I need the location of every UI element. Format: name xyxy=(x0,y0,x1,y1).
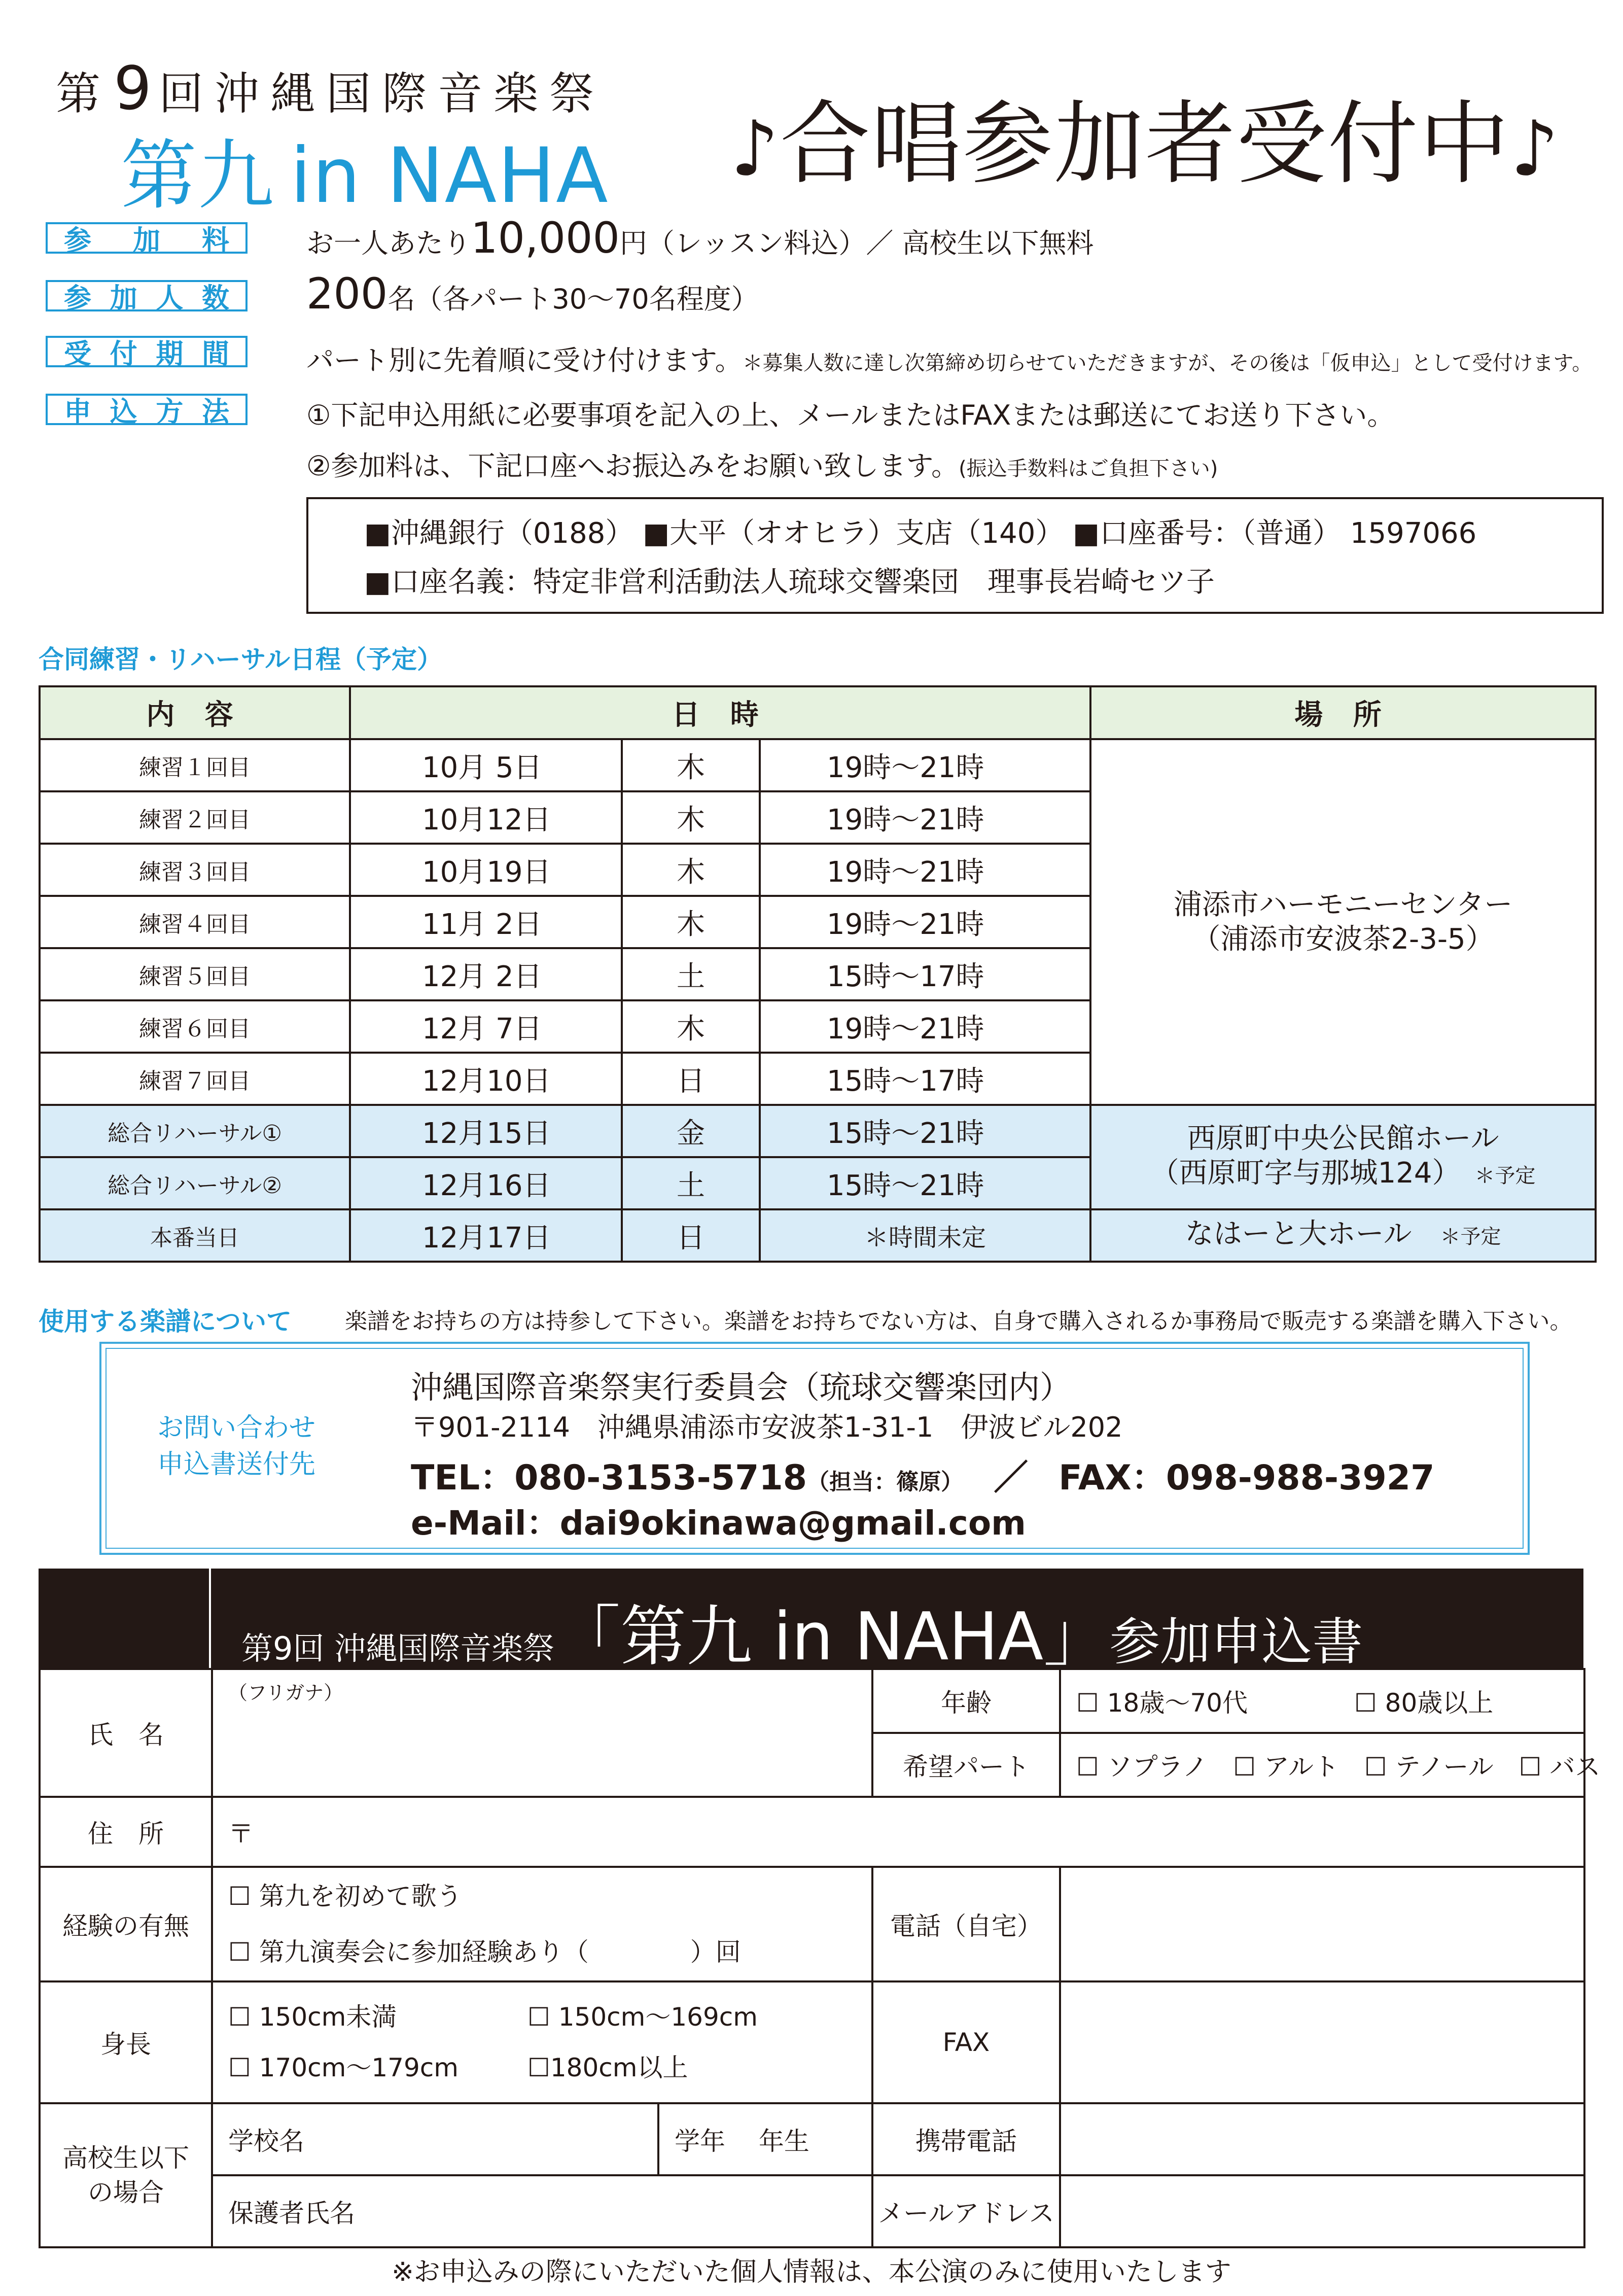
table-row: 練習３回目 10月19日 木 19時〜21時 xyxy=(40,844,1596,896)
table-row: 総合リハーサル② 12月16日 土 15時〜21時 xyxy=(40,1157,1596,1209)
event-name xyxy=(121,114,609,224)
recruitment-heading xyxy=(730,71,1560,201)
title-rest: 回沖縄国際音楽祭 xyxy=(159,67,606,120)
grade-field[interactable]: 学年 年生 xyxy=(658,2103,872,2175)
school-field[interactable]: 学校名 xyxy=(212,2103,658,2175)
recruitment-text: 合唱参加者受付中 xyxy=(780,91,1510,196)
table-row: 練習２回目 10月12日 木 19時〜21時 xyxy=(40,791,1596,844)
method-step-2: ②参加料は、下記口座へお振込みをお願い致します。(振込手数料はご負担下さい) xyxy=(306,450,1218,482)
age-option-18-70[interactable]: ☐ 18歳〜70代 xyxy=(1076,1688,1248,1718)
table-row: 本番当日 12月17日 日 ＊時間未定 なはーと大ホール ＊予定 xyxy=(40,1209,1596,1262)
bank-account-box xyxy=(306,497,1604,614)
period-text: パート別に先着順に受け付けます。＊募集人数に達し次第締め切らせていただきますが、その後は「仮申込」として受付けます。 xyxy=(306,344,1593,376)
name-field[interactable]: （フリガナ） xyxy=(212,1669,872,1797)
home-phone-label: 電話（自宅） xyxy=(872,1867,1060,1981)
contact-address: 〒901-2114 沖縄県浦添市安波茶1-31-1 伊波ビル202 xyxy=(411,1411,1123,1443)
guardian-field[interactable]: 保護者氏名 xyxy=(212,2175,872,2247)
title-dai: 第 xyxy=(56,67,112,120)
address-label: 住 所 xyxy=(40,1797,212,1867)
email-link[interactable]: dai9okinawa@gmail.com xyxy=(559,1504,1026,1543)
fee-label: 参 加 料 xyxy=(46,222,248,254)
height-option-4[interactable]: ☐180cm以上 xyxy=(527,2053,688,2082)
fee-text: お一人あたり10,000円（レッスン料込）／ 高校生以下無料 xyxy=(306,213,1094,263)
form-header xyxy=(39,1569,1583,1675)
email-label: メールアドレス xyxy=(872,2175,1060,2247)
header-place: 場 所 xyxy=(1090,686,1596,739)
fax-field[interactable] xyxy=(1060,1981,1584,2103)
contact-box xyxy=(99,1342,1530,1555)
title-number: 9 xyxy=(114,53,152,123)
schedule-title: 合同練習・リハーサル日程（予定） xyxy=(39,645,442,674)
exp-option-past[interactable]: ☐ 第九演奏会に参加経験あり（ ）回 xyxy=(228,1937,741,1967)
privacy-note: ※お申込みの際にいただいた個人情報は、本公演のみに使用いたします xyxy=(392,2257,1231,2287)
age-options[interactable] xyxy=(1060,1669,1584,1733)
part-options[interactable]: ☐ ソプラノ ☐ アルト ☐ テノール ☐ バス xyxy=(1060,1733,1584,1797)
music-note-icon: ♪ xyxy=(730,105,780,193)
tel-number[interactable]: 080-3153-5718 xyxy=(514,1458,807,1498)
height-option-1[interactable]: ☐ 150cm未満 xyxy=(228,2002,397,2032)
bank-line-1: ■沖縄銀行（0188） ■大平（オオヒラ）支店（140） ■口座番号：（普通） 1597066 xyxy=(364,517,1477,550)
student-label: 高校生以下 の場合 xyxy=(40,2103,212,2247)
fax-label: FAX xyxy=(872,1981,1060,2103)
contact-left-label: お問い合わせ 申込書送付先 xyxy=(157,1413,316,1480)
form-title: 第9回 沖縄国際音楽祭「第九 in NAHA」参加申込書 xyxy=(241,1598,1363,1675)
period-label: 受 付 期 間 xyxy=(46,336,248,367)
age-option-80[interactable]: ☐ 80歳以上 xyxy=(1354,1688,1494,1718)
application-form xyxy=(39,1668,1601,2248)
people-label: 参 加 人 数 xyxy=(46,280,248,311)
event-daiku: 第九 xyxy=(121,132,275,220)
experience-options[interactable] xyxy=(212,1867,872,1981)
bank-line-2: ■口座名義：特定非営利活動法人琉球交響楽団 理事長岩崎セツ子 xyxy=(364,566,1215,599)
experience-label: 経験の有無 xyxy=(40,1867,212,1981)
table-row: 練習４回目 11月 2日 木 19時〜21時 xyxy=(40,896,1596,948)
contact-email: e-Mail：dai9okinawa@gmail.com xyxy=(411,1504,1026,1543)
mobile-label: 携帯電話 xyxy=(872,2103,1060,2175)
venue-harmony-center: 浦添市ハーモニーセンター （浦添市安波茶2-3-5） xyxy=(1090,739,1596,1105)
table-row: 練習６回目 12月 7日 木 19時〜21時 xyxy=(40,1000,1596,1053)
part-label: 希望パート xyxy=(872,1733,1060,1797)
home-phone-field[interactable] xyxy=(1060,1867,1584,1981)
method-label: 申 込 方 法 xyxy=(46,394,248,425)
age-label: 年齢 xyxy=(872,1669,1060,1733)
table-row: 練習１回目 10月 5日 木 19時〜21時 浦添市ハーモニーセンター （浦添市安波茶2-3-5） xyxy=(40,739,1596,791)
festival-title xyxy=(56,53,605,123)
height-option-2[interactable]: ☐ 150cm〜169cm xyxy=(527,2002,758,2032)
method-step-1: ①下記申込用紙に必要事項を記入の上、メールまたはFAXまたは郵送にてお送り下さい。 xyxy=(306,399,1395,431)
score-text: 楽譜をお持ちの方は持参して下さい。楽譜をお持ちでない方は、自身で購入されるか事務局で販売する楽譜を購入下さい。 xyxy=(345,1308,1572,1334)
venue-nahato-hall: なはーと大ホール ＊予定 xyxy=(1090,1209,1596,1262)
header-datetime: 日 時 xyxy=(350,686,1090,739)
table-row: 練習５回目 12月 2日 土 15時〜17時 xyxy=(40,948,1596,1000)
exp-option-first[interactable]: ☐ 第九を初めて歌う xyxy=(228,1882,462,1911)
height-options[interactable] xyxy=(212,1981,872,2103)
venue-nishihara-hall: 西原町中央公民館ホール （西原町字与那城124） ＊予定 xyxy=(1090,1105,1596,1209)
address-field[interactable]: 〒 xyxy=(212,1797,1584,1867)
mobile-field[interactable] xyxy=(1060,2103,1584,2175)
schedule-header-row xyxy=(40,686,1596,739)
contact-tel-fax: TEL：080-3153-5718（担当：篠原） ／ FAX：098-988-3927 xyxy=(411,1458,1435,1498)
header-content: 内 容 xyxy=(40,686,350,739)
score-title: 使用する楽譜について xyxy=(39,1307,292,1336)
email-field[interactable] xyxy=(1060,2175,1584,2247)
schedule-table xyxy=(39,685,1597,1263)
name-label: 氏 名 xyxy=(40,1669,212,1797)
contact-org: 沖縄国際音楽祭実行委員会（琉球交響楽団内） xyxy=(411,1369,1072,1406)
fax-number: 098-988-3927 xyxy=(1166,1458,1435,1498)
height-option-3[interactable]: ☐ 170cm〜179cm xyxy=(228,2053,458,2082)
height-label: 身長 xyxy=(40,1981,212,2103)
table-row: 練習７回目 12月10日 日 15時〜17時 xyxy=(40,1053,1596,1105)
table-row: 総合リハーサル① 12月15日 金 15時〜21時 西原町中央公民館ホール （西原町字与那城124） ＊予定 xyxy=(40,1105,1596,1157)
people-text: 200名（各パート30〜70名程度） xyxy=(306,269,759,319)
event-in-naha: in NAHA xyxy=(290,132,609,220)
music-note-icon: ♪ xyxy=(1510,105,1560,193)
